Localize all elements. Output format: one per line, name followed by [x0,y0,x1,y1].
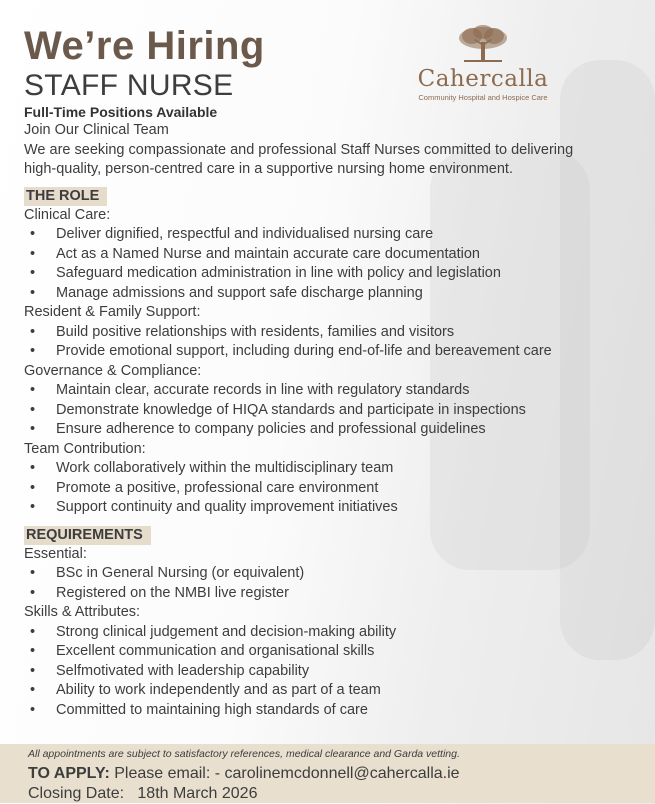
list-item [24,623,634,643]
footer-band [0,744,655,803]
list-item [24,264,634,284]
list-item [24,381,634,401]
role-heading: THE ROLE [24,187,107,206]
subsection-title: Essential: [24,545,87,562]
bullet-icon: • [30,623,36,640]
bullet-icon: • [30,382,36,398]
apply-line [28,764,460,784]
list-item-text: Demonstrate knowledge of HIQA standards and participate in inspections [56,401,526,418]
list-item-text: Promote a positive, professional care environment [56,479,379,496]
list-item-text: Ensure adherence to company policies and professional guidelines [56,421,486,437]
list-item [24,479,634,499]
list-item-text: Maintain clear, accurate records in line with regulatory standards [56,382,470,398]
bullet-icon: • [30,265,36,281]
list-item-text: Work collaboratively within the multidisciplinary team [56,460,394,476]
list-item [24,401,634,421]
bullet-list [24,381,634,440]
list-item [24,420,634,440]
list-item [24,459,634,479]
bullet-icon: • [30,662,36,679]
list-item [24,245,634,265]
requirements-heading: REQUIREMENTS [24,526,151,545]
bullet-icon: • [30,226,36,242]
fulltime-notice: Full-Time Positions Available [24,104,218,120]
list-item [24,284,634,304]
list-item-text: Support continuity and quality improvement initiatives [56,499,398,515]
logo-name: Cahercalla [417,66,549,92]
bullet-icon: • [30,682,36,698]
list-item [24,701,634,721]
headline: We’re Hiring [24,24,265,68]
bullet-icon: • [30,643,36,659]
footer-note: All appointments are subject to satisfactory references, medical clearance and Garda vetting. [28,748,460,760]
role-section [24,206,634,518]
bullet-icon: • [30,565,36,581]
list-item-text: Safeguard medication administration in line with policy and legislation [56,265,501,281]
bullet-list [24,459,634,518]
bullet-list [24,323,634,362]
position-title: STAFF NURSE [24,69,234,102]
bullet-icon: • [30,584,36,601]
list-item-text: Act as a Named Nurse and maintain accurate care documentation [56,245,480,262]
bullet-icon: • [30,701,36,718]
apply-label: TO APPLY: [28,765,110,782]
intro-text: high-quality, person-centred care in a supportive nursing home environment. [24,161,513,177]
bullet-icon: • [30,245,36,262]
list-item-text: Selfmotivated with leadership capability [56,662,310,679]
list-item [24,642,634,662]
list-item [24,342,634,362]
closing-label: Closing Date: [28,785,125,802]
bullet-icon: • [30,460,36,476]
list-item-text: Provide emotional support, including during end-of-life and bereavement care [56,343,552,359]
list-item [24,323,634,343]
bullet-icon: • [30,401,36,418]
list-item [24,498,634,518]
bullet-icon: • [30,323,36,340]
list-item [24,225,634,245]
list-item-text: Ability to work independently and as part of a team [56,682,381,698]
list-item-text: Registered on the NMBI live register [56,584,289,601]
subsection-title: Resident & Family Support: [24,304,201,320]
list-item-text: BSc in General Nursing (or equivalent) [56,565,305,581]
list-item-text: Build positive relationships with residents, families and visitors [56,323,455,340]
bullet-icon: • [30,499,36,515]
bullet-list [24,623,634,721]
list-item [24,564,634,584]
apply-email[interactable]: Please email: - carolinemcdonnell@cahercalla.ie [109,765,460,782]
list-item-text: Committed to maintaining high standards of care [56,701,368,718]
bullet-list [24,225,634,303]
list-item [24,681,634,701]
subsection-title: Team Contribution: [24,440,146,457]
bullet-icon: • [30,421,36,437]
bullet-icon: • [30,284,36,301]
list-item [24,584,634,604]
bullet-icon: • [30,479,36,496]
closing-date: 18th March 2026 [137,785,258,802]
bullet-list [24,564,634,603]
main-content [24,24,634,720]
closing-line [28,784,257,804]
list-item-text: Excellent communication and organisational skills [56,643,375,659]
subsection-title: Governance & Compliance: [24,362,202,379]
list-item-text: Strong clinical judgement and decision-making ability [56,623,397,640]
join-line: Join Our Clinical Team [24,122,169,138]
intro-text: We are seeking compassionate and professional Staff Nurses committed to delivering [24,141,574,158]
logo-tagline: Community Hospital and Hospice Care [418,93,548,102]
bullet-icon: • [30,343,36,359]
list-item-text: Deliver dignified, respectful and individualised nursing care [56,226,434,242]
subsection-title: Clinical Care: [24,206,111,223]
list-item-text: Manage admissions and support safe discharge planning [56,284,423,301]
subsection-title: Skills & Attributes: [24,604,141,620]
requirements-section [24,545,634,721]
list-item [24,662,634,682]
